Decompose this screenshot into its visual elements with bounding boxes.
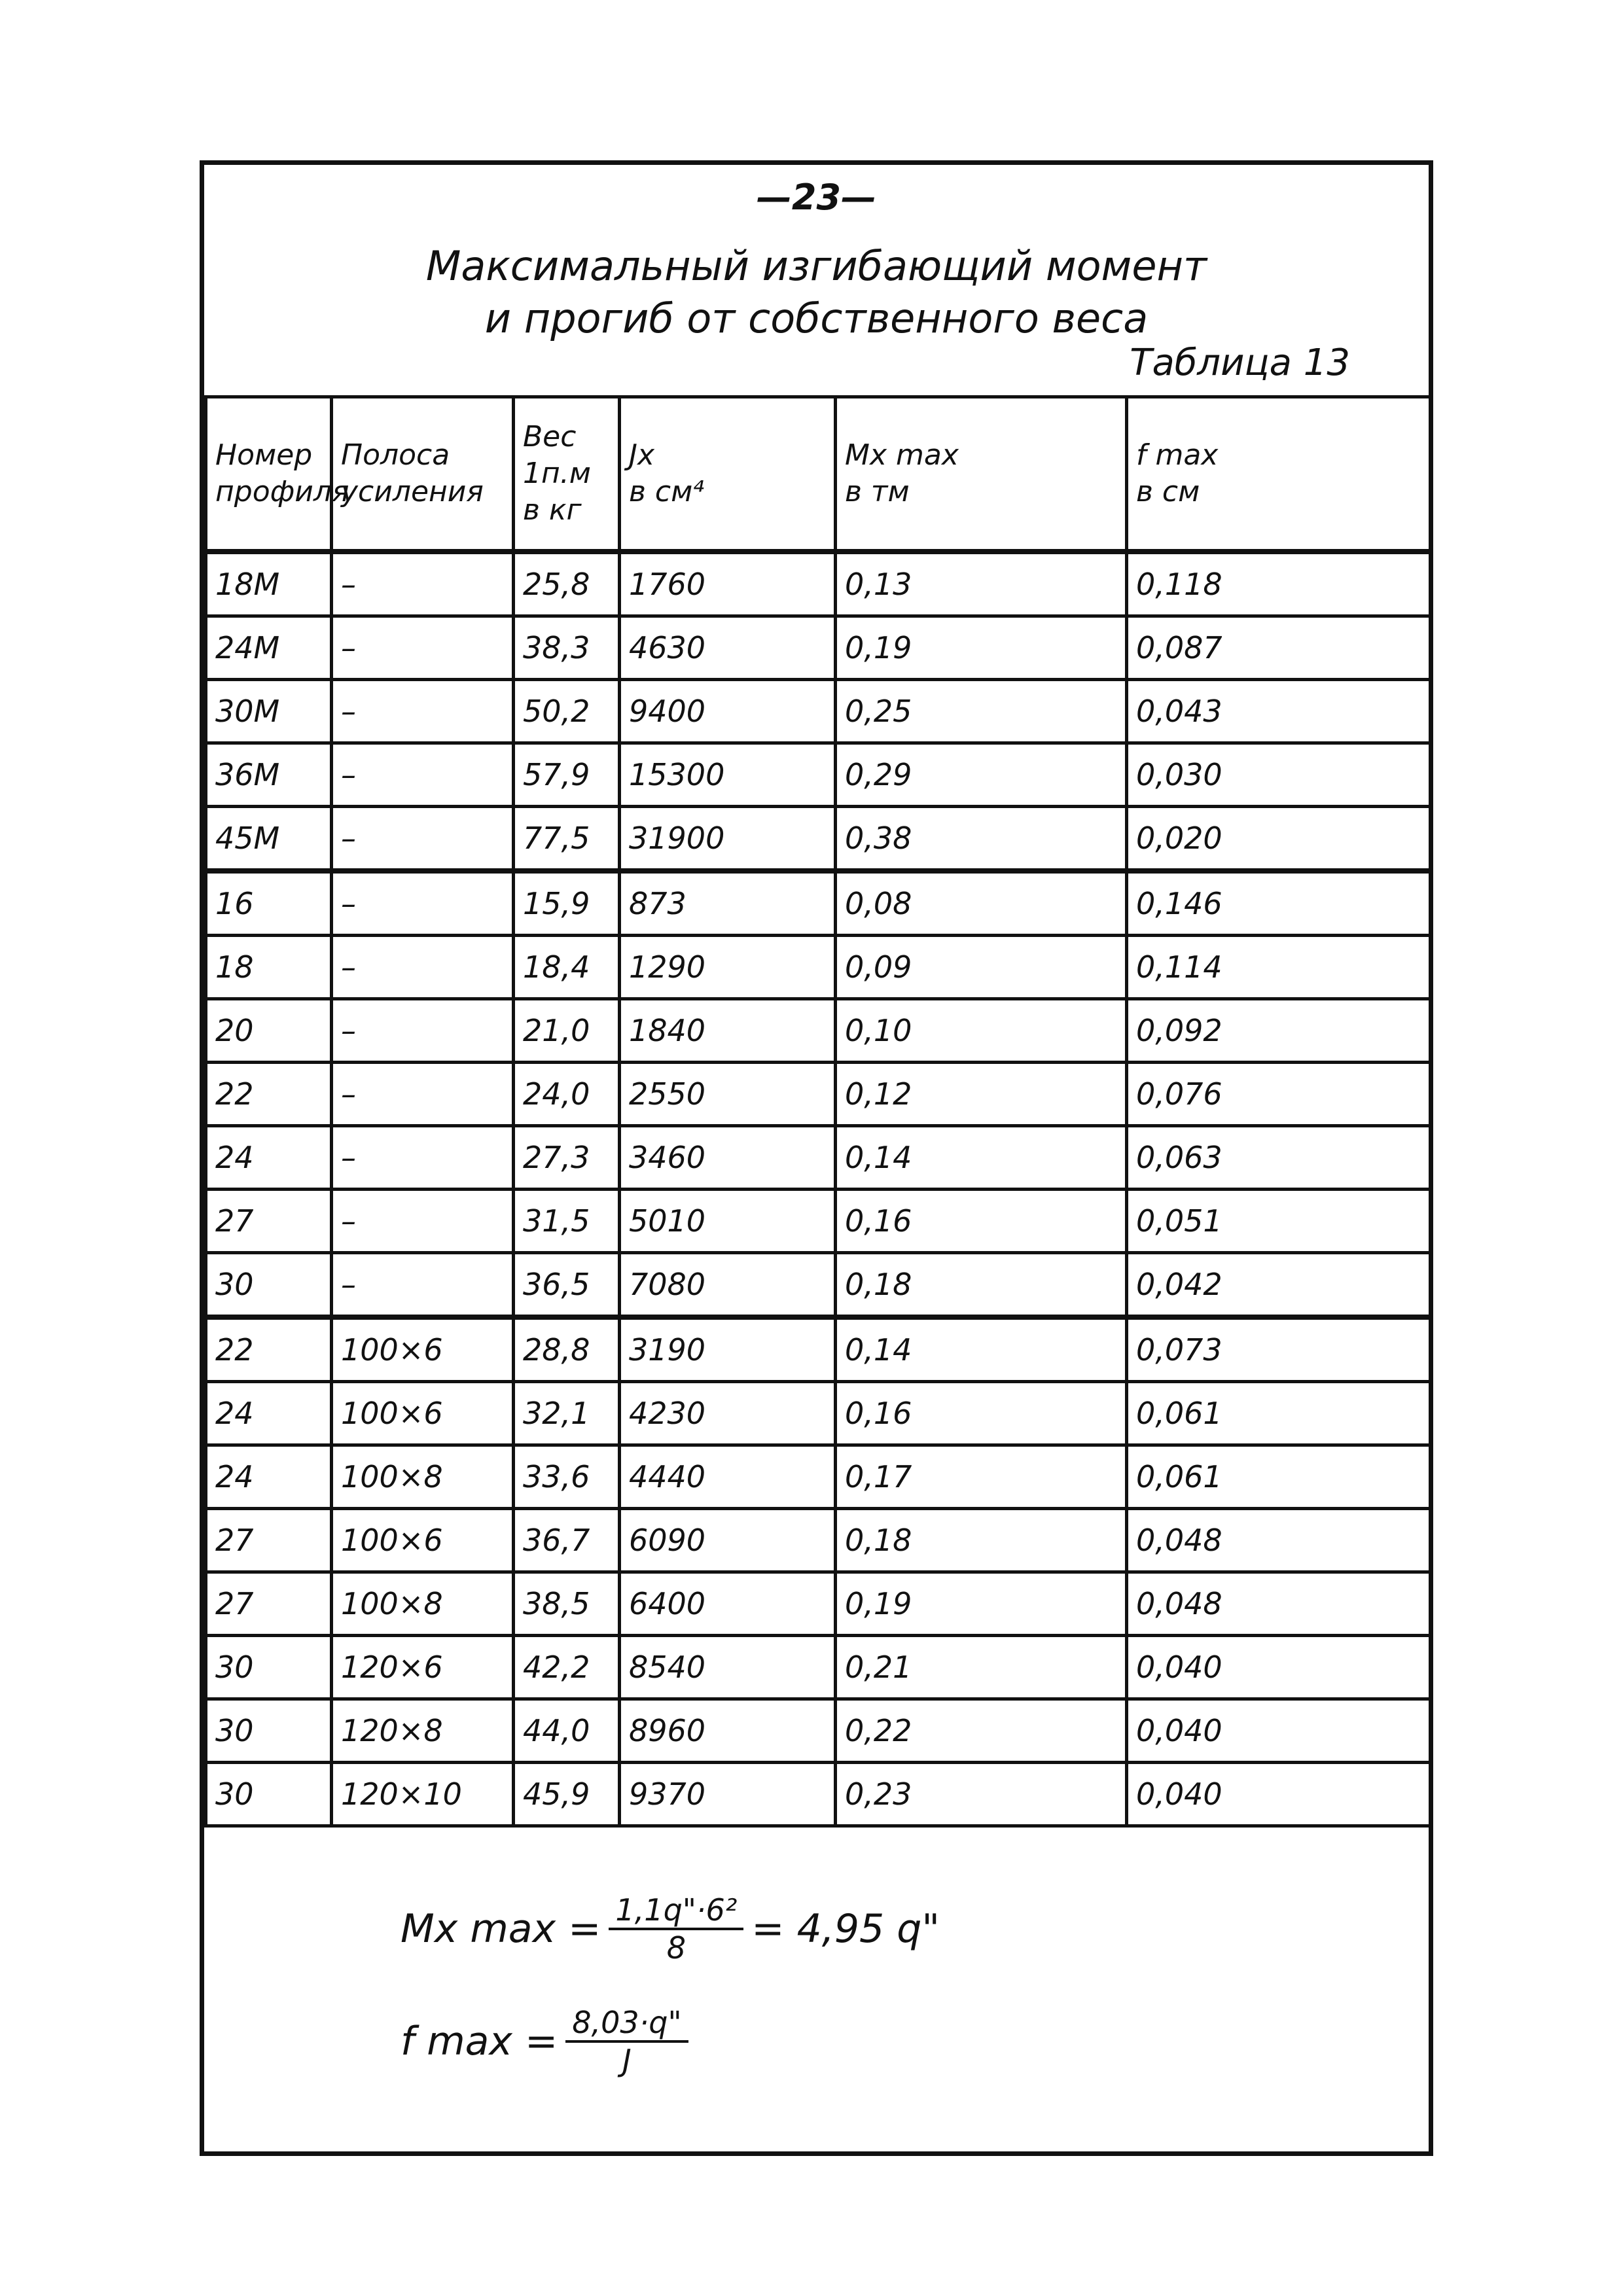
- cell-moment: 0,16: [836, 1382, 1127, 1445]
- cell-moment: 0,29: [836, 743, 1127, 807]
- table-row: [206, 1317, 1431, 1382]
- cell-moment: 0,13: [836, 552, 1127, 616]
- table-row: [206, 936, 1431, 999]
- page-number: —23—: [756, 177, 877, 218]
- cell-moment: 0,14: [836, 1317, 1127, 1382]
- cell-strip: –: [332, 1190, 514, 1253]
- cell-profile: 24М: [206, 616, 332, 680]
- cell-weight: 18,4: [514, 936, 620, 999]
- cell-deflection: 0,087: [1127, 616, 1431, 680]
- cell-weight: 24,0: [514, 1063, 620, 1126]
- cell-weight: 27,3: [514, 1126, 620, 1190]
- cell-deflection: 0,092: [1127, 999, 1431, 1063]
- cell-weight: 36,7: [514, 1509, 620, 1572]
- cell-strip: 100×8: [332, 1445, 514, 1509]
- cell-profile: 30М: [206, 680, 332, 743]
- cell-inertia: 3190: [620, 1317, 836, 1382]
- header-deflection: f max в см: [1127, 397, 1431, 552]
- table-row: [206, 1190, 1431, 1253]
- header-moment: Mx max в тм: [836, 397, 1127, 552]
- cell-weight: 28,8: [514, 1317, 620, 1382]
- table-row: [206, 807, 1431, 872]
- cell-deflection: 0,073: [1127, 1317, 1431, 1382]
- cell-inertia: 1840: [620, 999, 836, 1063]
- table-row: [206, 999, 1431, 1063]
- cell-strip: 100×6: [332, 1382, 514, 1445]
- cell-inertia: 9370: [620, 1763, 836, 1826]
- table-row: [206, 552, 1431, 616]
- cell-moment: 0,38: [836, 807, 1127, 872]
- cell-profile: 30: [206, 1699, 332, 1763]
- formula-moment: Mx max = $\frac{\text{1,1q"·6²}}{8}$ = 4,95 q": [401, 1892, 940, 1966]
- header: [204, 165, 1429, 395]
- cell-profile: 24: [206, 1382, 332, 1445]
- cell-profile: 16: [206, 871, 332, 936]
- table-row: [206, 1699, 1431, 1763]
- cell-moment: 0,22: [836, 1699, 1127, 1763]
- cell-strip: 120×8: [332, 1699, 514, 1763]
- table-row: [206, 1253, 1431, 1318]
- cell-strip: –: [332, 999, 514, 1063]
- cell-inertia: 8540: [620, 1636, 836, 1699]
- cell-strip: –: [332, 936, 514, 999]
- cell-weight: 31,5: [514, 1190, 620, 1253]
- cell-weight: 15,9: [514, 871, 620, 936]
- cell-moment: 0,18: [836, 1509, 1127, 1572]
- cell-inertia: 4630: [620, 616, 836, 680]
- table-row: [206, 1063, 1431, 1126]
- cell-weight: 33,6: [514, 1445, 620, 1509]
- table-row: [206, 743, 1431, 807]
- cell-deflection: 0,048: [1127, 1572, 1431, 1636]
- table-row: [206, 1572, 1431, 1636]
- cell-profile: 22: [206, 1317, 332, 1382]
- cell-deflection: 0,061: [1127, 1445, 1431, 1509]
- cell-weight: 42,2: [514, 1636, 620, 1699]
- cell-weight: 36,5: [514, 1253, 620, 1318]
- header-profile: Номер профиля: [206, 397, 332, 552]
- cell-deflection: 0,020: [1127, 807, 1431, 872]
- cell-strip: 100×6: [332, 1509, 514, 1572]
- cell-inertia: 3460: [620, 1126, 836, 1190]
- header-weight: Вес 1п.м в кг: [514, 397, 620, 552]
- cell-profile: 22: [206, 1063, 332, 1126]
- cell-strip: 100×8: [332, 1572, 514, 1636]
- table-row: [206, 1636, 1431, 1699]
- cell-profile: 18: [206, 936, 332, 999]
- cell-weight: 32,1: [514, 1382, 620, 1445]
- table-row: [206, 871, 1431, 936]
- cell-profile: 27: [206, 1509, 332, 1572]
- cell-strip: 120×10: [332, 1763, 514, 1826]
- cell-inertia: 1290: [620, 936, 836, 999]
- cell-deflection: 0,146: [1127, 871, 1431, 936]
- cell-deflection: 0,048: [1127, 1509, 1431, 1572]
- cell-moment: 0,17: [836, 1445, 1127, 1509]
- cell-deflection: 0,051: [1127, 1190, 1431, 1253]
- cell-strip: –: [332, 680, 514, 743]
- cell-strip: –: [332, 743, 514, 807]
- formulas: [401, 1892, 940, 2117]
- cell-inertia: 8960: [620, 1699, 836, 1763]
- cell-deflection: 0,114: [1127, 936, 1431, 999]
- cell-inertia: 4440: [620, 1445, 836, 1509]
- cell-profile: 18М: [206, 552, 332, 616]
- cell-deflection: 0,040: [1127, 1636, 1431, 1699]
- cell-inertia: 15300: [620, 743, 836, 807]
- cell-weight: 50,2: [514, 680, 620, 743]
- table-row: [206, 1763, 1431, 1826]
- cell-moment: 0,21: [836, 1636, 1127, 1699]
- cell-weight: 77,5: [514, 807, 620, 872]
- cell-moment: 0,12: [836, 1063, 1127, 1126]
- cell-moment: 0,08: [836, 871, 1127, 936]
- cell-profile: 45М: [206, 807, 332, 872]
- cell-moment: 0,25: [836, 680, 1127, 743]
- cell-moment: 0,23: [836, 1763, 1127, 1826]
- cell-profile: 30: [206, 1763, 332, 1826]
- cell-strip: –: [332, 1063, 514, 1126]
- cell-moment: 0,19: [836, 1572, 1127, 1636]
- cell-strip: 100×6: [332, 1317, 514, 1382]
- header-inertia: Jx в см⁴: [620, 397, 836, 552]
- cell-moment: 0,09: [836, 936, 1127, 999]
- cell-weight: 38,3: [514, 616, 620, 680]
- cell-moment: 0,10: [836, 999, 1127, 1063]
- cell-inertia: 7080: [620, 1253, 836, 1318]
- table-row: [206, 1126, 1431, 1190]
- cell-deflection: 0,076: [1127, 1063, 1431, 1126]
- data-table: [204, 395, 1432, 1828]
- table-row: [206, 680, 1431, 743]
- cell-strip: –: [332, 807, 514, 872]
- cell-moment: 0,14: [836, 1126, 1127, 1190]
- cell-deflection: 0,040: [1127, 1699, 1431, 1763]
- cell-moment: 0,19: [836, 616, 1127, 680]
- page-title: [204, 240, 1429, 345]
- cell-profile: 36М: [206, 743, 332, 807]
- cell-moment: 0,18: [836, 1253, 1127, 1318]
- cell-deflection: 0,043: [1127, 680, 1431, 743]
- title-line-1: Максимальный изгибающий момент: [425, 242, 1207, 290]
- cell-weight: 57,9: [514, 743, 620, 807]
- table-header-row: [206, 397, 1431, 552]
- table-row: [206, 1445, 1431, 1509]
- cell-profile: 30: [206, 1253, 332, 1318]
- cell-moment: 0,16: [836, 1190, 1127, 1253]
- cell-deflection: 0,040: [1127, 1763, 1431, 1826]
- table-row: [206, 616, 1431, 680]
- cell-weight: 44,0: [514, 1699, 620, 1763]
- cell-weight: 38,5: [514, 1572, 620, 1636]
- cell-profile: 20: [206, 999, 332, 1063]
- cell-inertia: 6090: [620, 1509, 836, 1572]
- table-row: [206, 1382, 1431, 1445]
- cell-inertia: 4230: [620, 1382, 836, 1445]
- table-row: [206, 1509, 1431, 1572]
- cell-weight: 45,9: [514, 1763, 620, 1826]
- cell-deflection: 0,063: [1127, 1126, 1431, 1190]
- cell-strip: –: [332, 616, 514, 680]
- cell-inertia: 873: [620, 871, 836, 936]
- cell-strip: –: [332, 1126, 514, 1190]
- cell-profile: 27: [206, 1190, 332, 1253]
- cell-inertia: 6400: [620, 1572, 836, 1636]
- cell-deflection: 0,118: [1127, 552, 1431, 616]
- cell-strip: –: [332, 1253, 514, 1318]
- title-line-2: и прогиб от собственного веса: [484, 294, 1149, 342]
- cell-deflection: 0,061: [1127, 1382, 1431, 1445]
- cell-strip: –: [332, 552, 514, 616]
- cell-strip: 120×6: [332, 1636, 514, 1699]
- table-label: Таблица 13: [1130, 342, 1350, 384]
- cell-inertia: 31900: [620, 807, 836, 872]
- cell-profile: 24: [206, 1126, 332, 1190]
- cell-profile: 30: [206, 1636, 332, 1699]
- document-frame: [200, 160, 1433, 2156]
- header-strip: Полоса усиления: [332, 397, 514, 552]
- cell-inertia: 2550: [620, 1063, 836, 1126]
- cell-inertia: 9400: [620, 680, 836, 743]
- cell-weight: 21,0: [514, 999, 620, 1063]
- cell-inertia: 1760: [620, 552, 836, 616]
- cell-deflection: 0,042: [1127, 1253, 1431, 1318]
- cell-weight: 25,8: [514, 552, 620, 616]
- cell-deflection: 0,030: [1127, 743, 1431, 807]
- cell-inertia: 5010: [620, 1190, 836, 1253]
- cell-profile: 24: [206, 1445, 332, 1509]
- cell-strip: –: [332, 871, 514, 936]
- cell-profile: 27: [206, 1572, 332, 1636]
- formula-deflection: f max = $\frac{8,03\cdot q"}{J}$: [401, 2005, 940, 2078]
